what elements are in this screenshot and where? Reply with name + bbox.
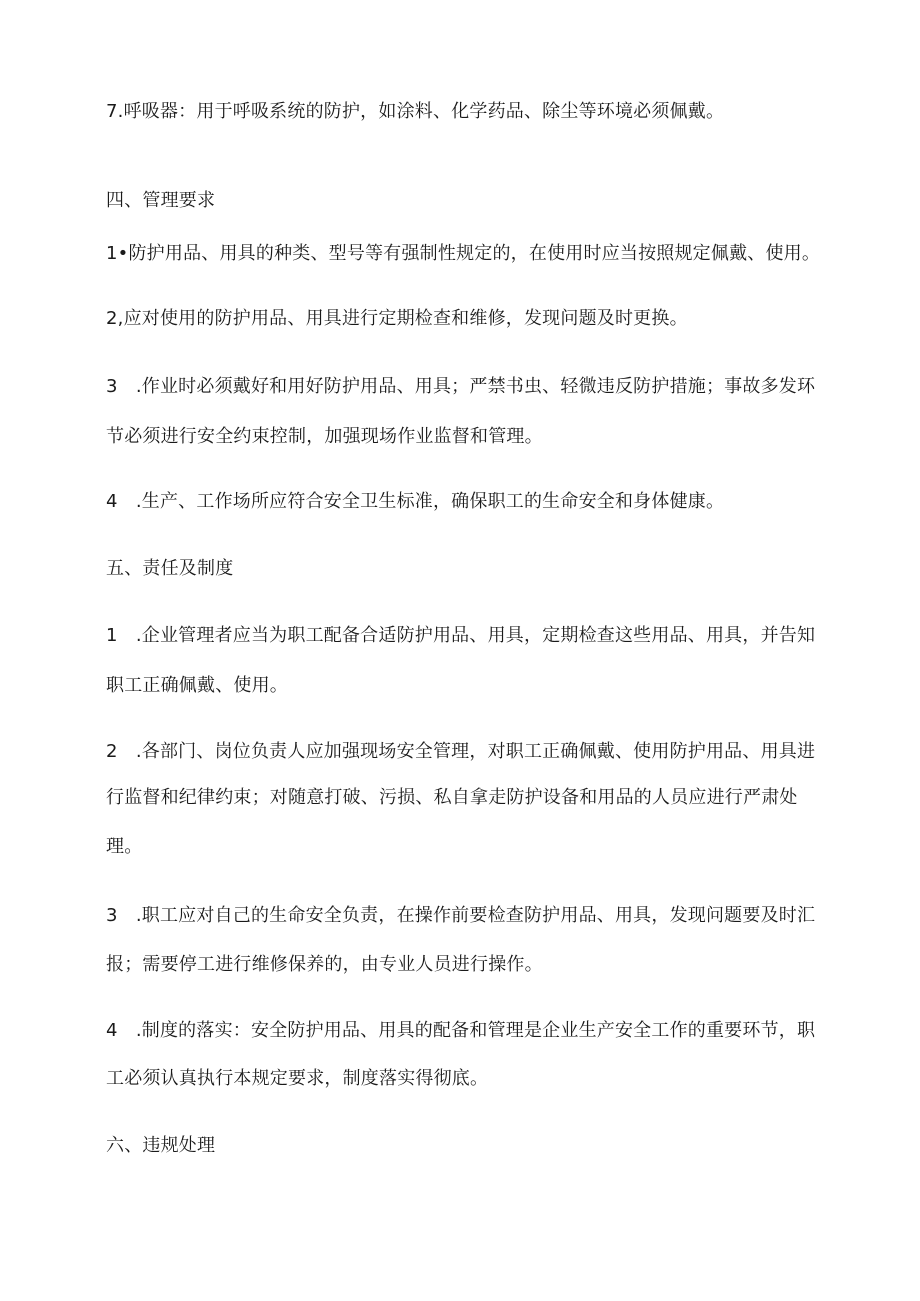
responsibility-item-3-line-1: 3 .职工应对自己的生命安全负责，在操作前要检查防护用品、用具，发现问题要及时汇 — [106, 905, 816, 926]
responsibility-item-2-line-1: 2 .各部门、岗位负责人应加强现场安全管理，对职工正确佩戴、使用防护用品、用具进 — [106, 741, 816, 762]
section-heading-responsibility: 五、责任及制度 — [106, 558, 234, 579]
section-heading-violations: 六、违规处理 — [106, 1135, 216, 1156]
responsibility-item-1-line-1: 1 .企业管理者应当为职工配备合适防护用品、用具，定期检查这些用品、用具，并告知 — [106, 625, 816, 646]
management-item-1: 1•防护用品、用具的种类、型号等有强制性规定的，在使用时应当按照规定佩戴、使用。 — [106, 243, 821, 264]
responsibility-item-3-line-2: 报；需要停工进行维修保养的，由专业人员进行操作。 — [106, 954, 543, 975]
responsibility-item-4-line-1: 4 .制度的落实：安全防护用品、用具的配备和管理是企业生产安全工作的重要环节，职 — [106, 1020, 816, 1041]
responsibility-item-1-line-2: 职工正确佩戴、使用。 — [106, 675, 288, 696]
responsibility-item-4-line-2: 工必须认真执行本规定要求，制度落实得彻底。 — [106, 1068, 489, 1089]
item-7-respirator: 7.呼吸器：用于呼吸系统的防护，如涂料、化学药品、除尘等环境必须佩戴。 — [106, 101, 725, 122]
management-item-3-line-2: 节必须进行安全约束控制，加强现场作业监督和管理。 — [106, 426, 543, 447]
management-item-2: 2,应对使用的防护用品、用具进行定期检查和维修，发现问题及时更换。 — [106, 308, 688, 329]
management-item-4: 4 .生产、工作场所应符合安全卫生标准，确保职工的生命安全和身体健康。 — [106, 491, 725, 512]
responsibility-item-2-line-2: 行监督和纪律约束；对随意打破、污损、私自拿走防护设备和用品的人员应进行严肃处 — [106, 787, 798, 808]
management-item-3-line-1: 3 .作业时必须戴好和用好防护用品、用具；严禁书虫、轻微违反防护措施；事故多发环 — [106, 376, 816, 397]
responsibility-item-2-line-3: 理。 — [106, 836, 143, 857]
section-heading-management: 四、管理要求 — [106, 190, 216, 211]
